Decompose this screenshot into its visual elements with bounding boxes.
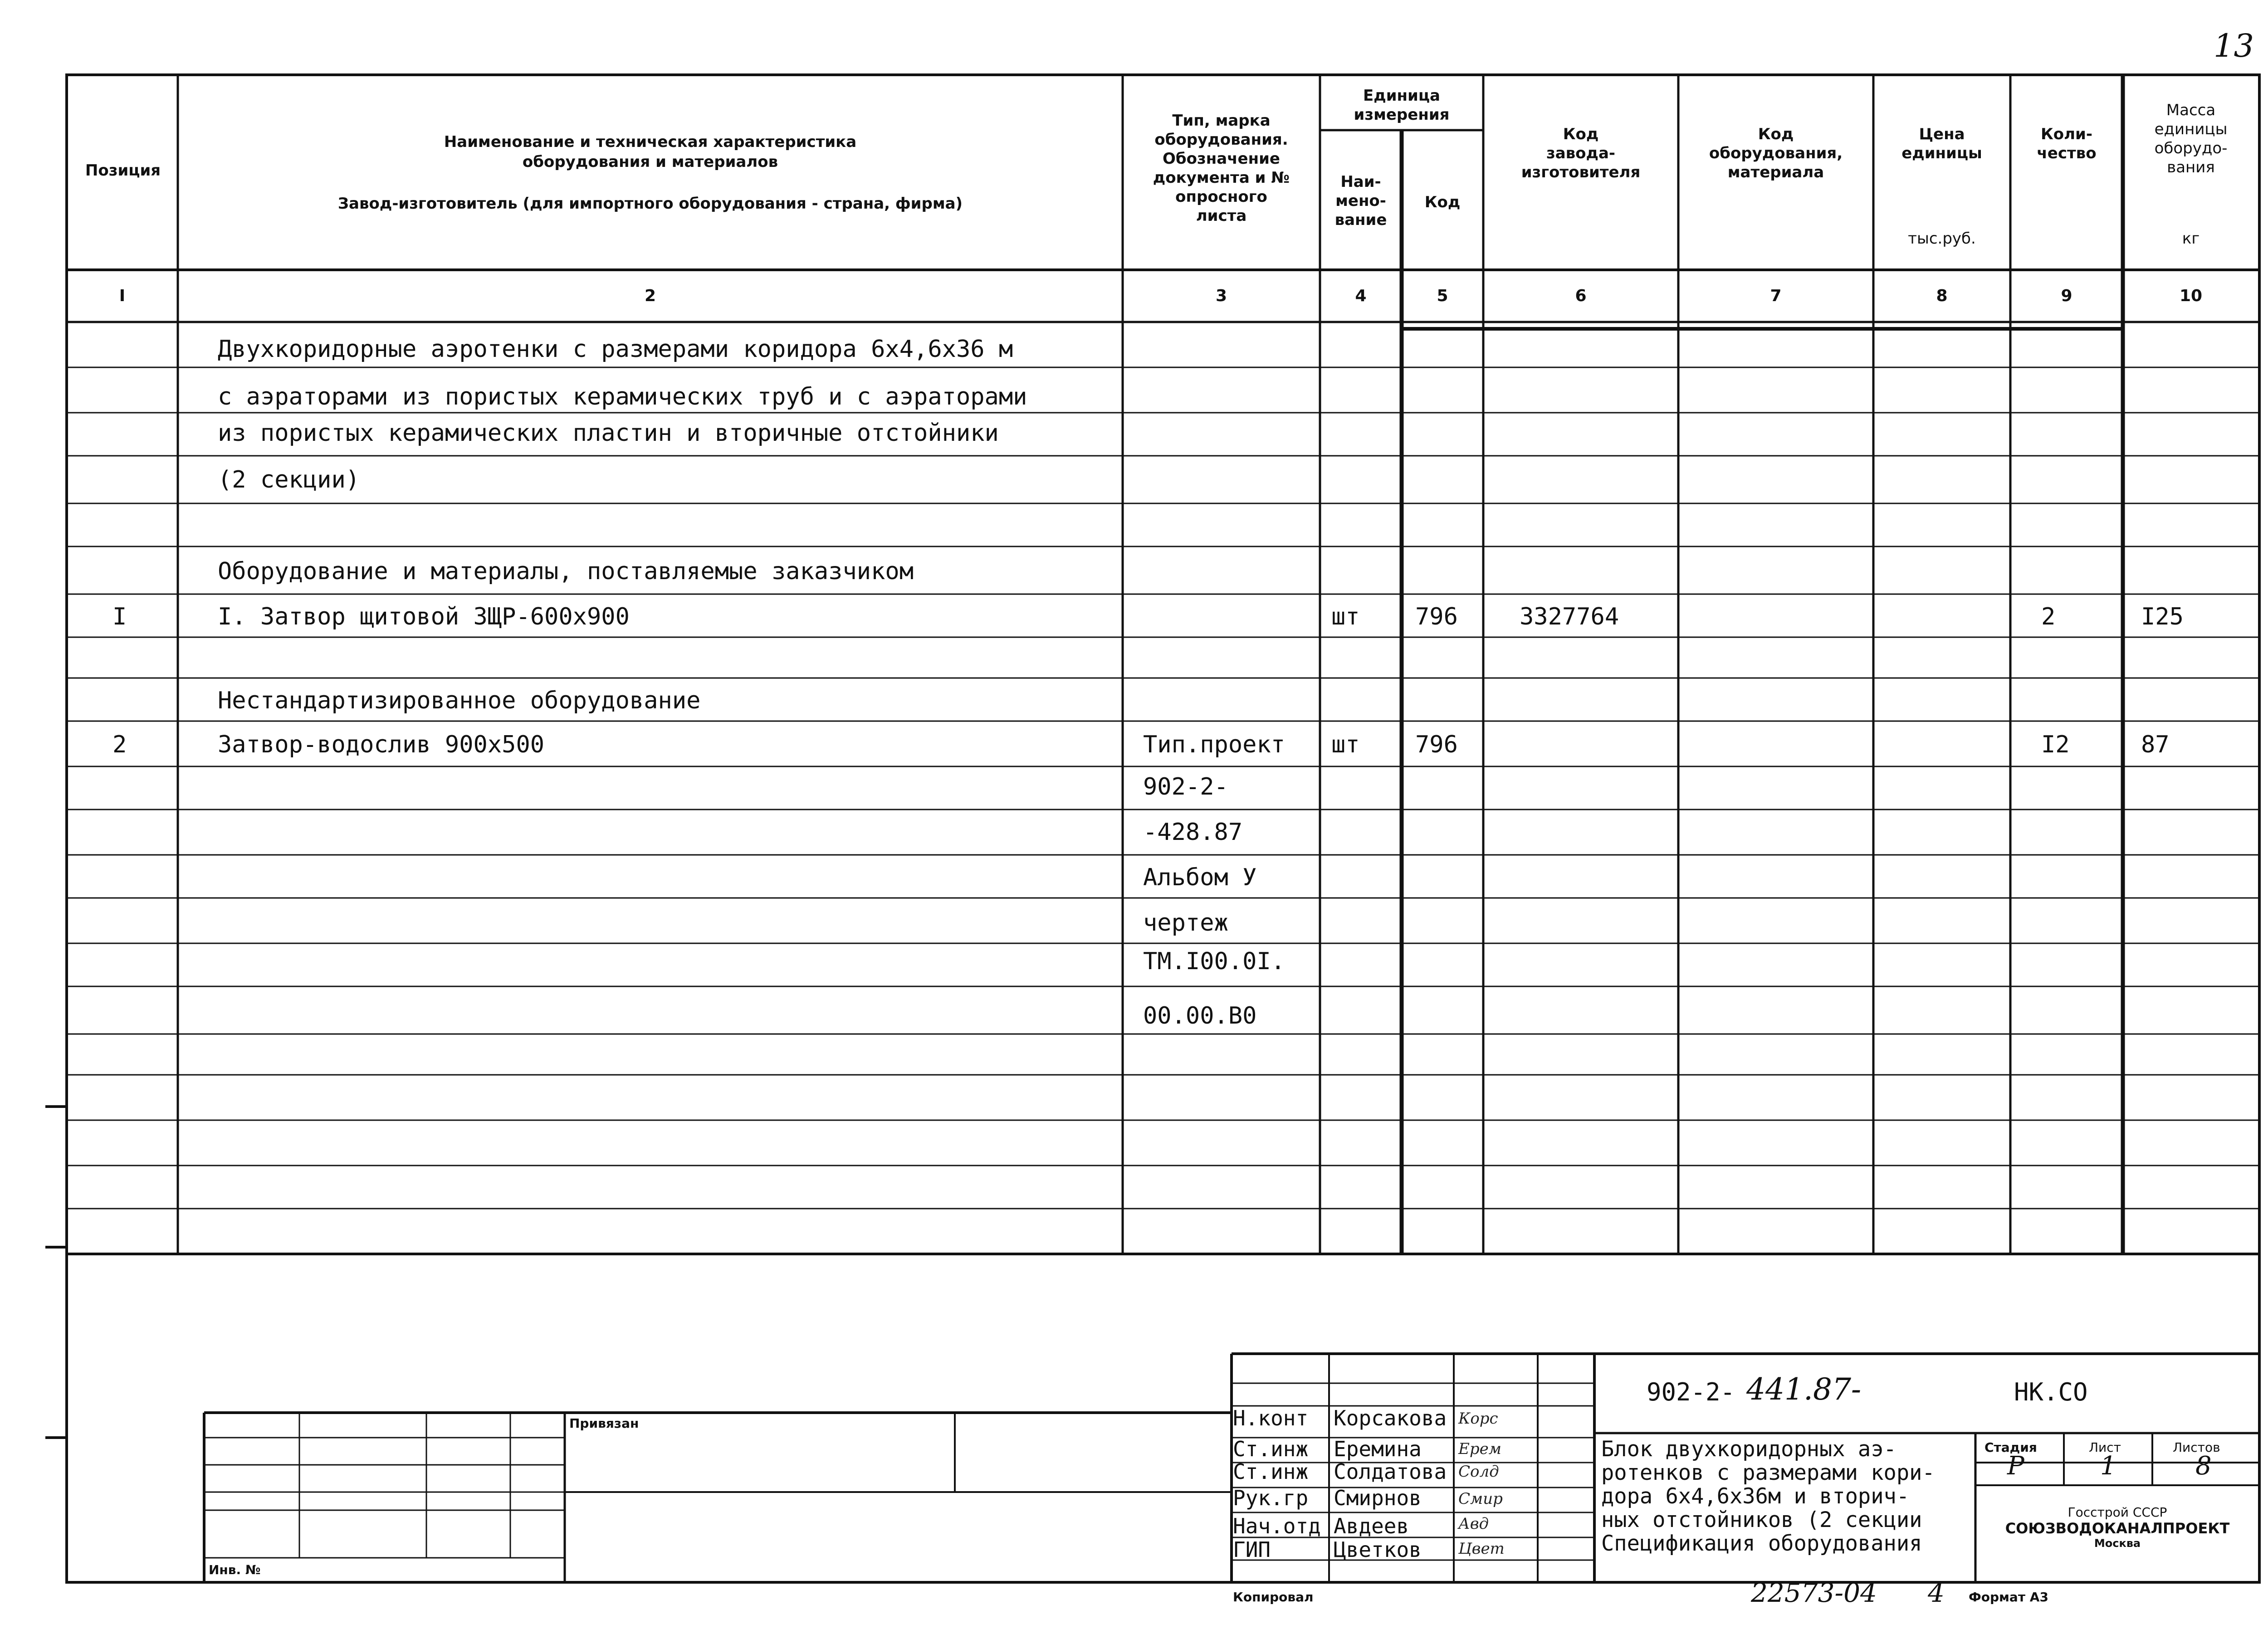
header-unit-name-cell	[1320, 172, 1402, 229]
header-unit-line: Единица	[1363, 87, 1440, 105]
inventory-number-label: Инв. №	[209, 1562, 261, 1577]
organization-city: Москва	[2094, 1537, 2141, 1550]
header-equipment-code-cell	[1678, 125, 1873, 182]
header-equipment-code-line: оборудования,	[1709, 144, 1843, 162]
column-number: 9	[2061, 287, 2072, 305]
header-unit-name-line: мено-	[1335, 192, 1386, 210]
row-name: с аэраторами из пористых керамических труб и с аэраторами	[218, 383, 1027, 410]
header-type-line: оборудования.	[1154, 131, 1288, 149]
header-unit-group	[1320, 86, 1483, 124]
signature: Авд	[1458, 1515, 1489, 1533]
organization-line: Госстрой СССР	[2068, 1505, 2167, 1520]
signature: Корс	[1458, 1410, 1498, 1428]
row-name: Нестандартизированное оборудование	[218, 687, 701, 714]
header-quantity-line: Коли-	[2041, 125, 2092, 143]
document-title-line: ротенков с размерами кори-	[1601, 1460, 1935, 1485]
column-number: 6	[1575, 287, 1587, 305]
column-number: 2	[644, 287, 656, 305]
row-type: Тип.проект	[1143, 731, 1286, 758]
row-type: 00.00.В0	[1143, 1002, 1257, 1029]
row-type: 902-2-	[1143, 773, 1228, 800]
stage-label: Стадия	[1984, 1440, 2037, 1455]
document-code-prefix: 902-2-	[1647, 1378, 1735, 1406]
row-plant-code: 3327764	[1520, 603, 1619, 630]
header-equipment-code-line: материала	[1727, 163, 1824, 181]
header-price-line: единицы	[1901, 144, 1982, 162]
header-quantity-line: чество	[2037, 144, 2097, 162]
header-quantity-cell	[2010, 125, 2123, 163]
column-number: 10	[2179, 287, 2203, 305]
column-number: 4	[1355, 287, 1367, 305]
header-name-line3: Завод-изготовитель (для импортного оборудования - страна, фирма)	[337, 195, 963, 213]
copied-label: Копировал	[1233, 1590, 1314, 1605]
role-label: Ст.инж	[1233, 1437, 1309, 1461]
row-quantity: I2	[2041, 731, 2070, 758]
column-number: 5	[1437, 287, 1448, 305]
role-label: Нач.отд	[1233, 1514, 1321, 1538]
row-name: Оборудование и материалы, поставляемые заказчиком	[218, 558, 914, 585]
header-plant-code-line: изготовителя	[1521, 163, 1641, 181]
sheets-label: Листов	[2173, 1440, 2220, 1455]
header-mass-unit: кг	[2182, 229, 2200, 248]
header-position: Позиция	[85, 161, 161, 180]
format-label: Формат А3	[1969, 1590, 2048, 1605]
row-mass: I25	[2141, 603, 2184, 630]
header-mass-cell	[2123, 101, 2259, 177]
header-type-line: документа и №	[1153, 169, 1290, 187]
header-plant-code-cell	[1483, 125, 1678, 182]
header-name-line2: оборудования и материалов	[522, 153, 778, 171]
person-name: Солдатова	[1334, 1459, 1447, 1484]
header-mass-line: вания	[2167, 158, 2215, 176]
person-name: Корсакова	[1334, 1406, 1447, 1430]
column-number: 3	[1215, 287, 1227, 305]
role-label: ГИП	[1233, 1537, 1271, 1562]
header-unit-name-line: вание	[1334, 211, 1387, 229]
header-type-cell	[1123, 111, 1320, 225]
header-equipment-code-line: Код	[1758, 125, 1794, 143]
row-type: чертеж	[1143, 909, 1228, 937]
person-name: Еремина	[1334, 1437, 1422, 1461]
row-name: I. Затвор щитовой ЗЩР-600х900	[218, 603, 630, 630]
row-name: Затвор-водослив 900х500	[218, 731, 545, 758]
document-title-line: дора 6х4,6х36м и вторич-	[1601, 1484, 1910, 1509]
document-title	[1601, 1438, 1935, 1556]
header-unit-code: Код	[1424, 193, 1461, 211]
stage-value: Р	[2007, 1451, 2024, 1481]
privyazan-label: Привязан	[569, 1416, 639, 1431]
sheet-value: 1	[2100, 1451, 2116, 1481]
role-label: Ст.инж	[1233, 1459, 1309, 1484]
row-code: 796	[1415, 603, 1458, 630]
row-type: -428.87	[1143, 819, 1243, 846]
header-name-line1: Наименование и техническая характеристика	[444, 133, 857, 151]
row-type: Альбом У	[1143, 864, 1257, 891]
row-position: 2	[112, 731, 127, 758]
document-mark: НК.СО	[2014, 1378, 2088, 1406]
person-name: Авдеев	[1334, 1514, 1409, 1538]
person-name: Цветков	[1334, 1537, 1422, 1562]
header-type-line: листа	[1196, 207, 1247, 225]
page-number: 13	[2214, 27, 2254, 64]
role-label: Рук.гр	[1233, 1486, 1309, 1510]
row-unit: шт	[1331, 603, 1360, 630]
column-number: 7	[1770, 287, 1782, 305]
header-mass-line: Масса	[2166, 101, 2216, 119]
bottom-sheet: 4	[1928, 1577, 1945, 1608]
signature: Смир	[1458, 1490, 1503, 1508]
row-unit: шт	[1331, 731, 1360, 758]
header-type-line: Тип, марка	[1172, 112, 1271, 130]
person-name: Смирнов	[1334, 1486, 1422, 1510]
document-title-line: Блок двухкоридорных аэ-	[1601, 1437, 1897, 1462]
signature: Цвет	[1458, 1540, 1505, 1558]
role-label: Н.конт	[1233, 1406, 1309, 1430]
header-unit-name-line: Наи-	[1340, 173, 1381, 191]
row-name: из пористых керамических пластин и вторичные отстойники	[218, 419, 999, 447]
header-type-line: опросного	[1175, 188, 1267, 206]
header-plant-code-line: завода-	[1546, 144, 1616, 162]
row-name: (2 секции)	[218, 466, 360, 493]
row-code: 796	[1415, 731, 1458, 758]
organization-name: СОЮЗВОДОКАНАЛПРОЕКТ	[2005, 1520, 2230, 1537]
row-type: ТМ.I00.0I.	[1143, 948, 1286, 975]
header-type-line: Обозначение	[1163, 150, 1280, 168]
row-mass: 87	[2141, 731, 2170, 758]
sheet-label: Лист	[2089, 1440, 2121, 1455]
row-name: Двухкоридорные аэротенки с размерами коридора 6х4,6х36 м	[218, 336, 1013, 363]
header-plant-code-line: Код	[1563, 125, 1599, 143]
column-number: I	[119, 287, 126, 305]
organization	[1975, 1505, 2259, 1550]
sheets-value: 8	[2195, 1451, 2212, 1481]
header-unit-line: измерения	[1354, 106, 1450, 124]
row-position: I	[112, 603, 127, 630]
header-price-line: Цена	[1919, 125, 1965, 143]
document-title-line: Спецификация оборудования	[1601, 1531, 1922, 1556]
header-mass-line: оборудо-	[2154, 139, 2228, 157]
header-price-cell	[1873, 125, 2010, 163]
signature: Ерем	[1458, 1440, 1501, 1458]
row-quantity: 2	[2041, 603, 2056, 630]
document-title-line: ных отстойников (2 секции	[1601, 1507, 1922, 1532]
column-number: 8	[1936, 287, 1948, 305]
signature: Солд	[1458, 1463, 1499, 1481]
bottom-number: 22573-04	[1751, 1577, 1877, 1608]
header-mass-line: единицы	[2154, 120, 2228, 138]
header-price-unit: тыс.руб.	[1908, 229, 1976, 248]
document-code-handwritten: 441.87-	[1746, 1372, 1862, 1407]
